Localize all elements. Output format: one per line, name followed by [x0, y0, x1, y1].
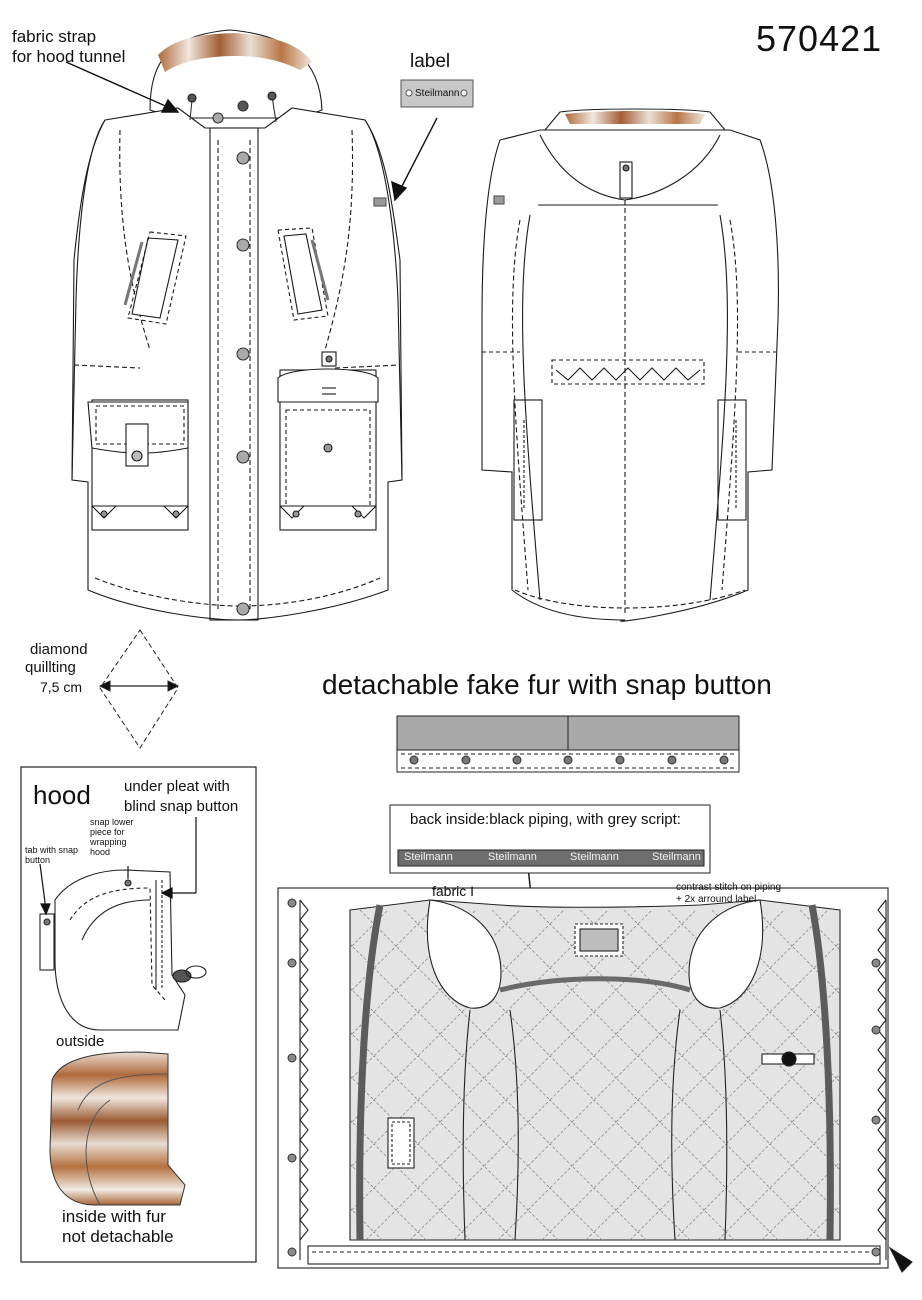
contrast-stitch-label-1: contrast stitch on piping	[676, 882, 782, 893]
cargo-pocket-right	[278, 352, 378, 530]
fur-title: detachable fake fur with snap button	[322, 669, 772, 700]
diamond-quilting-diagram	[100, 630, 178, 748]
script-band-text-3: Steilmann	[570, 851, 619, 863]
script-band-text-4: Steilmann	[652, 851, 701, 863]
cargo-pocket-left	[88, 400, 188, 530]
hood-pleat-label-2: blind snap button	[124, 798, 239, 815]
hood-outside-label: outside	[56, 1033, 105, 1050]
hood-snap-label-2: piece for	[90, 827, 125, 837]
script-band-text-1: Steilmann	[404, 851, 453, 863]
hood-inside-label-2: not detachable	[62, 1227, 174, 1246]
hood-tab-label-1: tab with snap	[25, 845, 79, 855]
hood-inside-label-1: inside with fur	[62, 1207, 166, 1226]
hood-snap-label-1: snap lower	[90, 817, 134, 827]
fabric-strap-label: fabric strap	[12, 27, 97, 46]
label-brand: Steilmann	[415, 88, 460, 99]
article-number: 570421	[756, 18, 883, 59]
hood-pleat-label-1: under pleat with	[124, 778, 230, 795]
lining-view	[278, 888, 912, 1272]
fabric-1-label: fabric I	[432, 883, 475, 899]
hood-inside-fur	[50, 1052, 185, 1205]
hood-snap-label-3: wrapping	[90, 837, 127, 847]
quilting-label: quillting	[25, 659, 76, 676]
back-view	[482, 109, 778, 621]
back-inside-caption: back inside:black piping, with grey script:	[410, 811, 681, 828]
front-view	[72, 30, 402, 620]
contrast-stitch-label-2: + 2x arround label	[676, 894, 757, 905]
quilting-size: 7,5 cm	[40, 679, 83, 695]
hood-tab-label-2: button	[25, 855, 51, 865]
diamond-label: diamond	[30, 641, 88, 658]
label-title: label	[410, 51, 451, 72]
hood-snap-label-4: hood	[90, 847, 111, 857]
hood-tunnel-label: for hood tunnel	[12, 47, 126, 66]
hood-outside-sketch	[40, 870, 206, 1030]
hood-title: hood	[33, 780, 91, 810]
script-band-text-2: Steilmann	[488, 851, 537, 863]
